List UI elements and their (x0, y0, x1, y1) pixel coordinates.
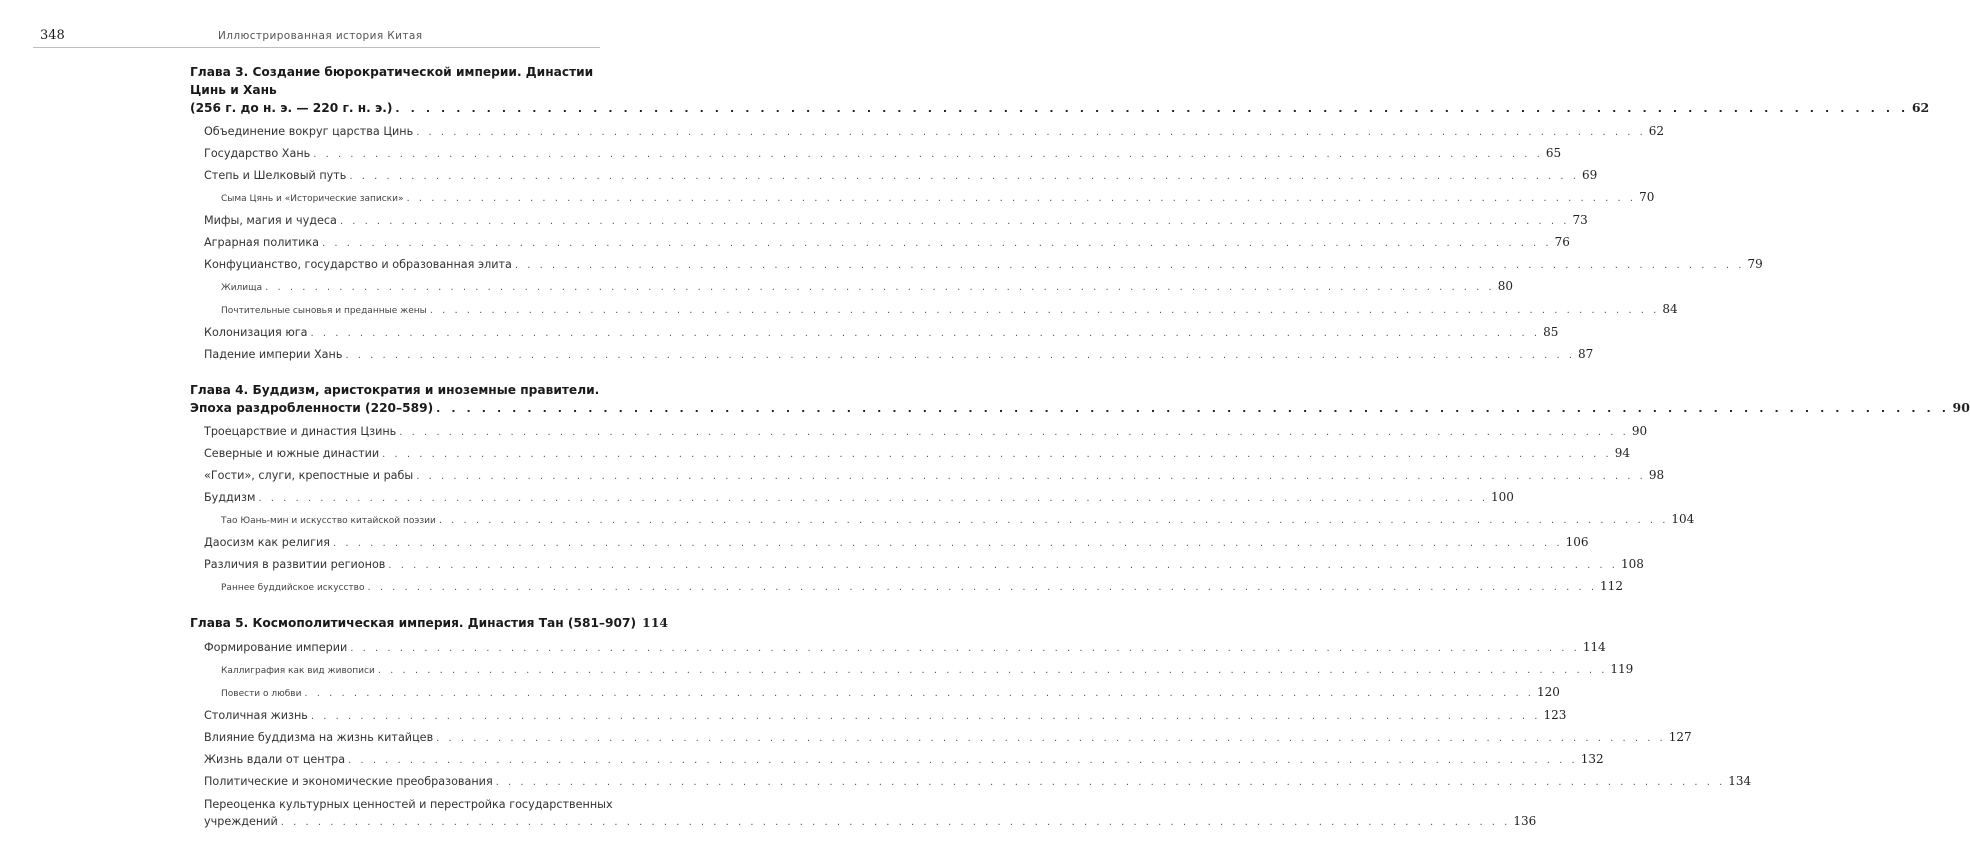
leader-dots (333, 533, 1563, 554)
leader-dots (313, 144, 1543, 165)
leader-dots (399, 422, 1629, 443)
toc-entry (204, 727, 1692, 749)
toc-subentry (221, 659, 1634, 682)
chapter-4 (190, 381, 1970, 599)
entry-page: 70 (1639, 190, 1655, 204)
header-rule (33, 47, 600, 48)
entry-page: 65 (1545, 146, 1562, 160)
leader-dots (258, 488, 1488, 509)
toc-entry (204, 532, 1589, 554)
entry-page: 76 (1554, 235, 1570, 249)
entry-label: Конфуцианство, государство и образованная элита (204, 258, 512, 271)
leader-dots (345, 345, 1575, 366)
toc-entry (204, 210, 1588, 232)
leader-dots (436, 728, 1666, 749)
toc-entry (204, 465, 1665, 487)
chapter-title-line (190, 614, 669, 633)
entry-page: 100 (1491, 490, 1514, 504)
entry-page: 119 (1610, 662, 1634, 676)
running-title: Иллюстрированная история Китая (218, 30, 423, 42)
entry-label: Объединение вокруг царства Цинь (204, 125, 414, 138)
leader-dots (515, 255, 1745, 276)
entry-page: 84 (1662, 302, 1678, 316)
entry-label: Повести о любви (221, 689, 302, 699)
leader-dots (311, 323, 1541, 344)
chapter-page: 90 (1952, 400, 1970, 415)
leader-dots (367, 577, 1597, 598)
entry-label-line1: Переоценка культурных ценностей и перестройка государственных (204, 798, 613, 811)
toc-entry (204, 705, 1567, 727)
toc-entry (204, 443, 1631, 465)
entry-label: Жилища (221, 283, 263, 293)
entry-page: 98 (1648, 468, 1665, 482)
entry-page: 69 (1581, 168, 1598, 182)
leader-dots (395, 100, 1908, 118)
toc-entry (204, 254, 1763, 276)
leader-dots (436, 400, 1949, 418)
leader-dots (350, 638, 1580, 659)
toc-entry (204, 344, 1594, 366)
chapter-title: Глава 4. Буддизм, аристократия и иноземные правители. (190, 383, 600, 397)
entry-page: 73 (1572, 213, 1588, 227)
toc-entry (204, 232, 1570, 254)
leader-dots (388, 555, 1618, 576)
leader-dots (378, 660, 1608, 681)
toc-subentry (221, 299, 1678, 322)
chapter-dates: (256 г. до н. э. — 220 г. н. э.) (190, 101, 393, 115)
chapter-title-line (190, 399, 1970, 418)
entry-label: Буддизм (204, 491, 256, 504)
entry-page: 79 (1747, 257, 1763, 271)
entry-label: Раннее буддийское искусство (221, 583, 365, 593)
entry-label: Мифы, магия и чудеса (204, 214, 337, 227)
toc-entry (204, 771, 1752, 793)
toc-entry (204, 421, 1648, 443)
entry-label: Колонизация юга (204, 326, 308, 339)
entry-label: Аграрная политика (204, 236, 320, 249)
chapter-subtitle: Эпоха раздробленности (220–589) (190, 401, 434, 415)
entry-label: Падение империи Хань (204, 348, 343, 361)
entry-label-row (204, 813, 1537, 831)
leader-dots (349, 166, 1579, 187)
toc-entry (204, 322, 1559, 344)
chapter-page: 62 (1911, 100, 1930, 115)
entry-page: 90 (1631, 424, 1648, 438)
entry-page: 134 (1728, 774, 1752, 788)
toc-entry (204, 165, 1598, 187)
entry-page: 136 (1513, 814, 1537, 828)
entry-page: 123 (1543, 708, 1567, 722)
toc-subentry (221, 682, 1560, 705)
leader-dots (430, 300, 1660, 321)
page-number: 348 (40, 28, 65, 43)
entry-page: 104 (1671, 512, 1695, 526)
entry-label: Даосизм как религия (204, 536, 331, 549)
chapter-title: Глава 3. Создание бюрократической империи. Династии Цинь и Хань (190, 65, 594, 97)
toc-entry (204, 554, 1644, 576)
entry-label: Троецарствие и династия Цзинь (204, 425, 397, 438)
toc-entry (204, 749, 1604, 771)
entry-page: 108 (1620, 557, 1644, 571)
leader-dots (496, 772, 1726, 793)
toc-entry (204, 796, 1537, 831)
entry-label: Почтительные сыновья и преданные жены (221, 306, 427, 316)
entry-label: Жизнь вдали от центра (204, 753, 346, 766)
toc-subentry (221, 187, 1655, 210)
toc-subentry (221, 276, 1513, 299)
entry-page: 94 (1614, 446, 1631, 460)
entry-page: 85 (1543, 325, 1559, 339)
entry-page: 114 (1582, 640, 1606, 654)
entry-page: 127 (1668, 730, 1692, 744)
entry-label: Тао Юань-мин и искусство китайской поэзии (221, 516, 436, 526)
entry-page: 62 (1648, 124, 1665, 138)
chapter-5 (190, 614, 1752, 831)
table-of-contents (190, 63, 1970, 846)
running-head (40, 28, 600, 44)
toc-entry (204, 143, 1562, 165)
entry-label-line2: учреждений (204, 815, 278, 828)
chapter-3 (190, 63, 1930, 366)
toc-subentry (221, 576, 1623, 599)
entry-page: 112 (1600, 579, 1623, 593)
entry-label: Степь и Шелковый путь (204, 169, 347, 182)
leader-dots (382, 444, 1612, 465)
toc-entry (204, 121, 1665, 143)
entry-label: Формирование империи (204, 641, 348, 654)
entry-page: 120 (1537, 685, 1560, 699)
entry-page: 132 (1580, 752, 1604, 766)
leader-dots (281, 814, 1511, 831)
toc-entry (204, 637, 1606, 659)
leader-dots (416, 466, 1646, 487)
leader-dots (322, 233, 1552, 254)
entry-label: Различия в развитии регионов (204, 558, 386, 571)
leader-dots (311, 706, 1541, 727)
leader-dots (416, 122, 1646, 143)
toc-subentry (221, 509, 1695, 532)
leader-dots (265, 277, 1495, 298)
entry-label: «Гости», слуги, крепостные и рабы (204, 469, 414, 482)
chapter-page: 114 (642, 615, 669, 630)
entry-page: 106 (1565, 535, 1589, 549)
entry-label: Каллиграфия как вид живописи (221, 666, 375, 676)
entry-label: Столичная жизнь (204, 709, 308, 722)
chapter-title: Глава 5. Космополитическая империя. Династия Тан (581–907) (190, 616, 637, 630)
entry-page: 80 (1497, 279, 1513, 293)
entry-label: Влияние буддизма на жизнь китайцев (204, 731, 434, 744)
leader-dots (304, 683, 1534, 704)
entry-label: Политические и экономические преобразования (204, 775, 493, 788)
entry-page: 87 (1578, 347, 1594, 361)
leader-dots (406, 188, 1636, 209)
leader-dots (348, 750, 1578, 771)
entry-label: Сыма Цянь и «Исторические записки» (221, 194, 404, 204)
leader-dots (340, 211, 1570, 232)
toc-entry (204, 487, 1514, 509)
leader-dots (439, 510, 1669, 531)
entry-label: Государство Хань (204, 147, 311, 160)
chapter-title-line (190, 99, 1930, 118)
entry-label: Северные и южные династии (204, 447, 380, 460)
